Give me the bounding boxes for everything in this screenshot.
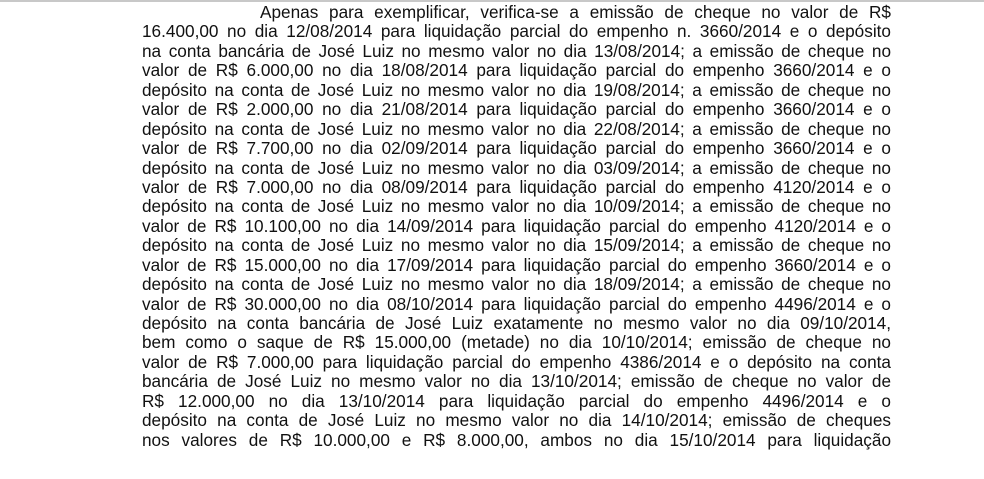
text-line: depósito na conta de José Luiz no mesmo valor no dia 03/09/2014; a emissão de cheque no xyxy=(142,158,891,178)
text-line: 16.400,00 no dia 12/08/2014 para liquidação parcial do empenho n. 3660/2014 e o depósito xyxy=(142,22,891,42)
text-line: Apenas para exemplificar, verifica-se a emissão de cheque no valor de R$ xyxy=(260,3,891,22)
text-line: bem como o saque de R$ 15.000,00 (metade) no dia 10/10/2014; emissão de cheque no xyxy=(142,333,891,353)
text-line: valor de R$ 7.000,00 no dia 08/09/2014 para liquidação parcial do empenho 4120/2014 e o xyxy=(142,177,891,197)
text-line: R$ 12.000,00 no dia 13/10/2014 para liquidação parcial do empenho 4496/2014 e o xyxy=(142,391,891,411)
document-body xyxy=(142,3,891,450)
text-line: depósito na conta de José Luiz no mesmo valor no dia 19/08/2014; a emissão de cheque no xyxy=(142,80,891,100)
text-line: valor de R$ 10.100,00 no dia 14/09/2014 para liquidação parcial do empenho 4120/2014 e o xyxy=(142,216,891,236)
text-line: nos valores de R$ 10.000,00 e R$ 8.000,00, ambos no dia 15/10/2014 para liquidação xyxy=(142,430,891,450)
text-line: valor de R$ 6.000,00 no dia 18/08/2014 para liquidação parcial do empenho 3660/2014 e o xyxy=(142,61,891,81)
text-line: depósito na conta de José Luiz no mesmo valor no dia 14/10/2014; emissão de cheques xyxy=(142,411,891,431)
text-line: depósito na conta de José Luiz no mesmo valor no dia 22/08/2014; a emissão de cheque no xyxy=(142,119,891,139)
text-line: valor de R$ 15.000,00 no dia 17/09/2014 para liquidação parcial do empenho 3660/2014 e o xyxy=(142,255,891,275)
text-line: bancária de José Luiz no mesmo valor no dia 13/10/2014; emissão de cheque no valor de xyxy=(142,372,891,392)
top-border-rule xyxy=(0,0,984,2)
text-line: valor de R$ 30.000,00 no dia 08/10/2014 para liquidação parcial do empenho 4496/2014 e o xyxy=(142,294,891,314)
text-line: valor de R$ 7.700,00 no dia 02/09/2014 para liquidação parcial do empenho 3660/2014 e o xyxy=(142,139,891,159)
text-line: valor de R$ 7.000,00 para liquidação parcial do empenho 4386/2014 e o depósito na conta xyxy=(142,352,891,372)
text-line: na conta bancária de José Luiz no mesmo valor no dia 13/08/2014; a emissão de cheque no xyxy=(142,41,891,61)
text-line: depósito na conta de José Luiz no mesmo valor no dia 10/09/2014; a emissão de cheque no xyxy=(142,197,891,217)
text-line: depósito na conta bancária de José Luiz exatamente no mesmo valor no dia 09/10/2014, xyxy=(142,314,891,333)
paragraph xyxy=(142,3,891,450)
text-line: depósito na conta de José Luiz no mesmo valor no dia 15/09/2014; a emissão de cheque no xyxy=(142,236,891,256)
text-line: valor de R$ 2.000,00 no dia 21/08/2014 para liquidação parcial do empenho 3660/2014 e o xyxy=(142,100,891,120)
text-line: depósito na conta de José Luiz no mesmo valor no dia 18/09/2014; a emissão de cheque no xyxy=(142,275,891,295)
